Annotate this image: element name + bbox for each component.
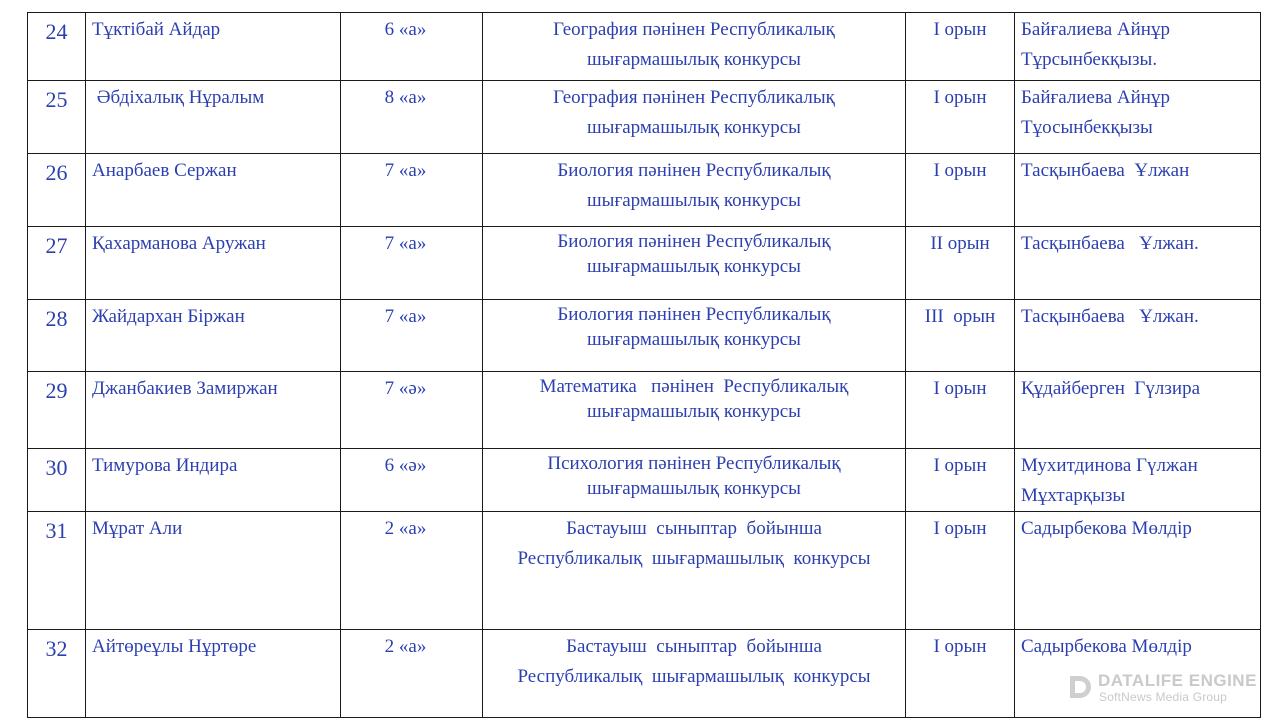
teacher — [1015, 81, 1261, 154]
competition-line-2: шығармашылық конкурсы — [587, 49, 801, 70]
competition-line-1: Бастауыш сыныптар бойынша — [566, 518, 822, 539]
student-name: Қахарманова Аружан — [86, 227, 341, 300]
class-label: 7 «а» — [341, 227, 483, 300]
class-label: 7 «а» — [341, 154, 483, 227]
row-number: 25 — [28, 81, 86, 154]
watermark — [1066, 671, 1266, 707]
competition-line-2: шығармашылық конкурсы — [587, 256, 801, 277]
competition-line-2: шығармашылық конкурсы — [587, 478, 801, 499]
teacher-line-1: Тасқынбаева Ұлжан — [1021, 160, 1190, 181]
teacher — [1015, 512, 1261, 630]
teacher — [1015, 13, 1261, 81]
place: І орын — [906, 512, 1015, 630]
competition-line-1: Биология пәнінен Республикалық — [557, 160, 831, 181]
table-row — [28, 81, 1261, 154]
competition — [483, 81, 906, 154]
row-number: 31 — [28, 512, 86, 630]
student-name: Айтөреұлы Нұртөре — [86, 630, 341, 718]
competition — [483, 512, 906, 630]
competition-line-1: Биология пәнінен Республикалық — [557, 304, 831, 325]
competition — [483, 13, 906, 81]
competition-line-1: География пәнінен Республикалық — [553, 19, 835, 40]
competition-line-2: Республикалық шығармашылық конкурсы — [517, 666, 871, 687]
watermark-subtitle: SoftNews Media Group — [1099, 690, 1228, 704]
class-label: 6 «а» — [341, 13, 483, 81]
row-number: 28 — [28, 300, 86, 372]
competition-line-1: География пәнінен Республикалық — [553, 87, 835, 108]
place: ІІ орын — [906, 227, 1015, 300]
competition — [483, 372, 906, 449]
teacher — [1015, 227, 1261, 300]
teacher-line-1: Мухитдинова Гүлжан — [1021, 455, 1198, 476]
competition-line-1: Биология пәнінен Республикалық — [557, 231, 831, 252]
teacher — [1015, 300, 1261, 372]
class-label: 8 «а» — [341, 81, 483, 154]
teacher — [1015, 372, 1261, 449]
student-name: Тұктібай Айдар — [86, 13, 341, 81]
competition — [483, 300, 906, 372]
table-row — [28, 512, 1261, 630]
student-name: Мұрат Али — [86, 512, 341, 630]
competition-line-2: шығармашылық конкурсы — [587, 117, 801, 138]
table-row — [28, 372, 1261, 449]
competition — [483, 449, 906, 512]
teacher-line-1: Байғалиева Айнұр — [1021, 87, 1170, 108]
teacher-line-2: Тұрсынбекқызы. — [1021, 49, 1158, 70]
place: І орын — [906, 13, 1015, 81]
competition-line-2: шығармашылық конкурсы — [587, 329, 801, 350]
teacher-line-2: Мұхтарқызы — [1021, 485, 1126, 506]
row-number: 32 — [28, 630, 86, 718]
table-row — [28, 300, 1261, 372]
student-name: Анарбаев Сержан — [86, 154, 341, 227]
teacher — [1015, 154, 1261, 227]
competition-line-2: шығармашылық конкурсы — [587, 401, 801, 422]
competition-line-2: шығармашылық конкурсы — [587, 190, 801, 211]
class-label: 7 «а» — [341, 300, 483, 372]
row-number: 27 — [28, 227, 86, 300]
place: І орын — [906, 372, 1015, 449]
teacher-line-1: Құдайберген Гүлзира — [1021, 378, 1201, 399]
row-number: 24 — [28, 13, 86, 81]
competition-line-1: Бастауыш сыныптар бойынша — [566, 636, 822, 657]
class-label: 7 «ә» — [341, 372, 483, 449]
class-label: 2 «а» — [341, 512, 483, 630]
class-label: 6 «ә» — [341, 449, 483, 512]
teacher-line-1: Байғалиева Айнұр — [1021, 19, 1170, 40]
table-row — [28, 227, 1261, 300]
teacher-line-1: Садырбекова Мөлдір — [1021, 518, 1192, 539]
place: І орын — [906, 630, 1015, 718]
student-name: Тимурова Индира — [86, 449, 341, 512]
table-row — [28, 449, 1261, 512]
table-row — [28, 13, 1261, 81]
place: ІІІ орын — [906, 300, 1015, 372]
competition — [483, 227, 906, 300]
competition-line-1: Психология пәнінен Республикалық — [547, 453, 841, 474]
row-number: 26 — [28, 154, 86, 227]
watermark-title: DATALIFE ENGINE — [1098, 671, 1257, 690]
competition-line-1: Математика пәнінен Республикалық — [539, 376, 849, 397]
place: І орын — [906, 81, 1015, 154]
results-table — [27, 12, 1261, 718]
teacher-line-2: Тұосынбекқызы — [1021, 117, 1153, 138]
teacher-line-1: Садырбекова Мөлдір — [1021, 636, 1192, 657]
datalife-logo-icon — [1066, 672, 1094, 702]
row-number: 30 — [28, 449, 86, 512]
teacher-line-1: Тасқынбаева Ұлжан. — [1021, 306, 1199, 327]
competition — [483, 630, 906, 718]
table-row — [28, 154, 1261, 227]
place: І орын — [906, 449, 1015, 512]
teacher — [1015, 449, 1261, 512]
place: І орын — [906, 154, 1015, 227]
student-name: Жайдархан Біржан — [86, 300, 341, 372]
student-name: Әбдіхалық Нұралым — [86, 81, 341, 154]
class-label: 2 «а» — [341, 630, 483, 718]
competition — [483, 154, 906, 227]
competition-line-2: Республикалық шығармашылық конкурсы — [517, 548, 871, 569]
teacher-line-1: Тасқынбаева Ұлжан. — [1021, 233, 1199, 254]
row-number: 29 — [28, 372, 86, 449]
student-name: Джанбакиев Замиржан — [86, 372, 341, 449]
